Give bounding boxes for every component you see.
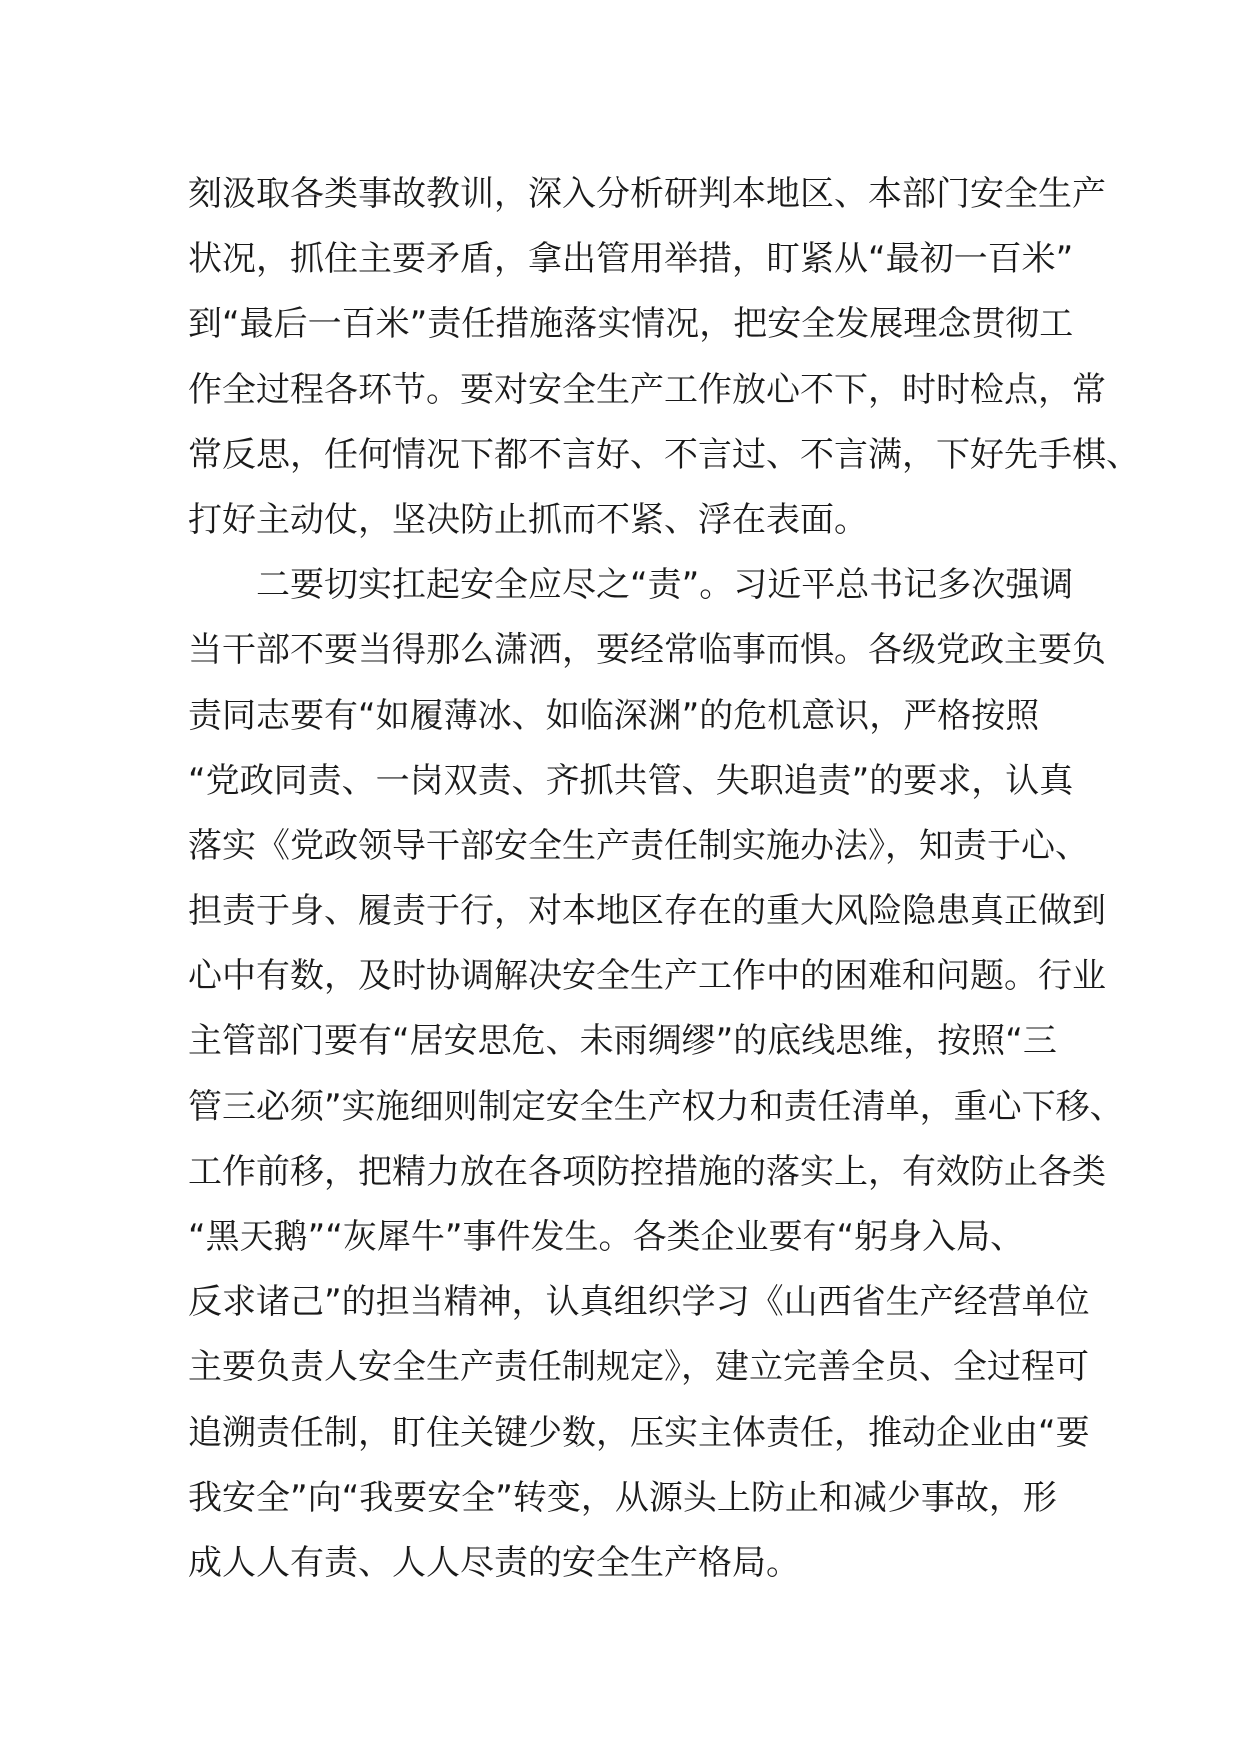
paragraph-1-line: 状况，抓住主要矛盾，拿出管用举措，盯紧从“最初一百米” (188, 239, 1074, 280)
paragraph-2-line: 追溯责任制，盯住关键少数，压实主体责任，推动企业由“要 (188, 1412, 1090, 1453)
paragraph-1-line: 打好主动仗，坚决防止抓而不紧、浮在表面。 (188, 499, 868, 540)
paragraph-1-line: 到“最后一百米”责任措施落实情况，把安全发展理念贯彻工 (188, 304, 1074, 345)
paragraph-2-line: 担责于身、履责于行，对本地区存在的重大风险隐患真正做到 (188, 891, 1106, 932)
paragraph-2-line: 管三必须”实施细则制定安全生产权力和责任清单，重心下移、 (188, 1086, 1124, 1127)
paragraph-1-line: 作全过程各环节。要对安全生产工作放心不下，时时检点，常 (188, 369, 1106, 410)
paragraph-1-line: 常反思，任何情况下都不言好、不言过、不言满，下好先手棋、 (188, 434, 1140, 475)
paragraph-2-line: 反求诸己”的担当精神，认真组织学习《山西省生产经营单位 (188, 1282, 1090, 1323)
paragraph-2-line: 当干部不要当得那么潇洒，要经常临事而惧。各级党政主要负 (188, 630, 1106, 671)
paragraph-2-line: “党政同责、一岗双责、齐抓共管、失职追责”的要求，认真 (188, 760, 1074, 801)
paragraph-2-line: 成人人有责、人人尽责的安全生产格局。 (188, 1542, 800, 1583)
body-text (188, 162, 1140, 1596)
paragraph-2-line: 落实《党政领导干部安全生产责任制实施办法》，知责于心、 (188, 825, 1089, 866)
paragraph-2-line: 工作前移，把精力放在各项防控措施的落实上，有效防止各类 (188, 1151, 1106, 1192)
paragraph-2-first-line: 二要切实扛起安全应尽之“责”。习近平总书记多次强调 (256, 565, 1074, 606)
paragraph-2-line: 心中有数，及时协调解决安全生产工作中的困难和问题。行业 (188, 956, 1106, 997)
paragraph-2-line: 主管部门要有“居安思危、未雨绸缪”的底线思维，按照“三 (188, 1021, 1057, 1062)
paragraph-1-line: 刻汲取各类事故教训，深入分析研判本地区、本部门安全生产 (188, 174, 1106, 214)
paragraph-2-line: “黑天鹅”“灰犀牛”事件发生。各类企业要有“躬身入局、 (188, 1217, 1025, 1257)
paragraph-2-line: 责同志要有“如履薄冰、如临深渊”的危机意识，严格按照 (188, 695, 1040, 736)
paragraph-2-line: 主要负责人安全生产责任制规定》，建立完善全员、全过程可 (188, 1347, 1089, 1388)
paragraph-2-line: 我安全”向“我要安全”转变，从源头上防止和减少事故，形 (188, 1477, 1057, 1518)
